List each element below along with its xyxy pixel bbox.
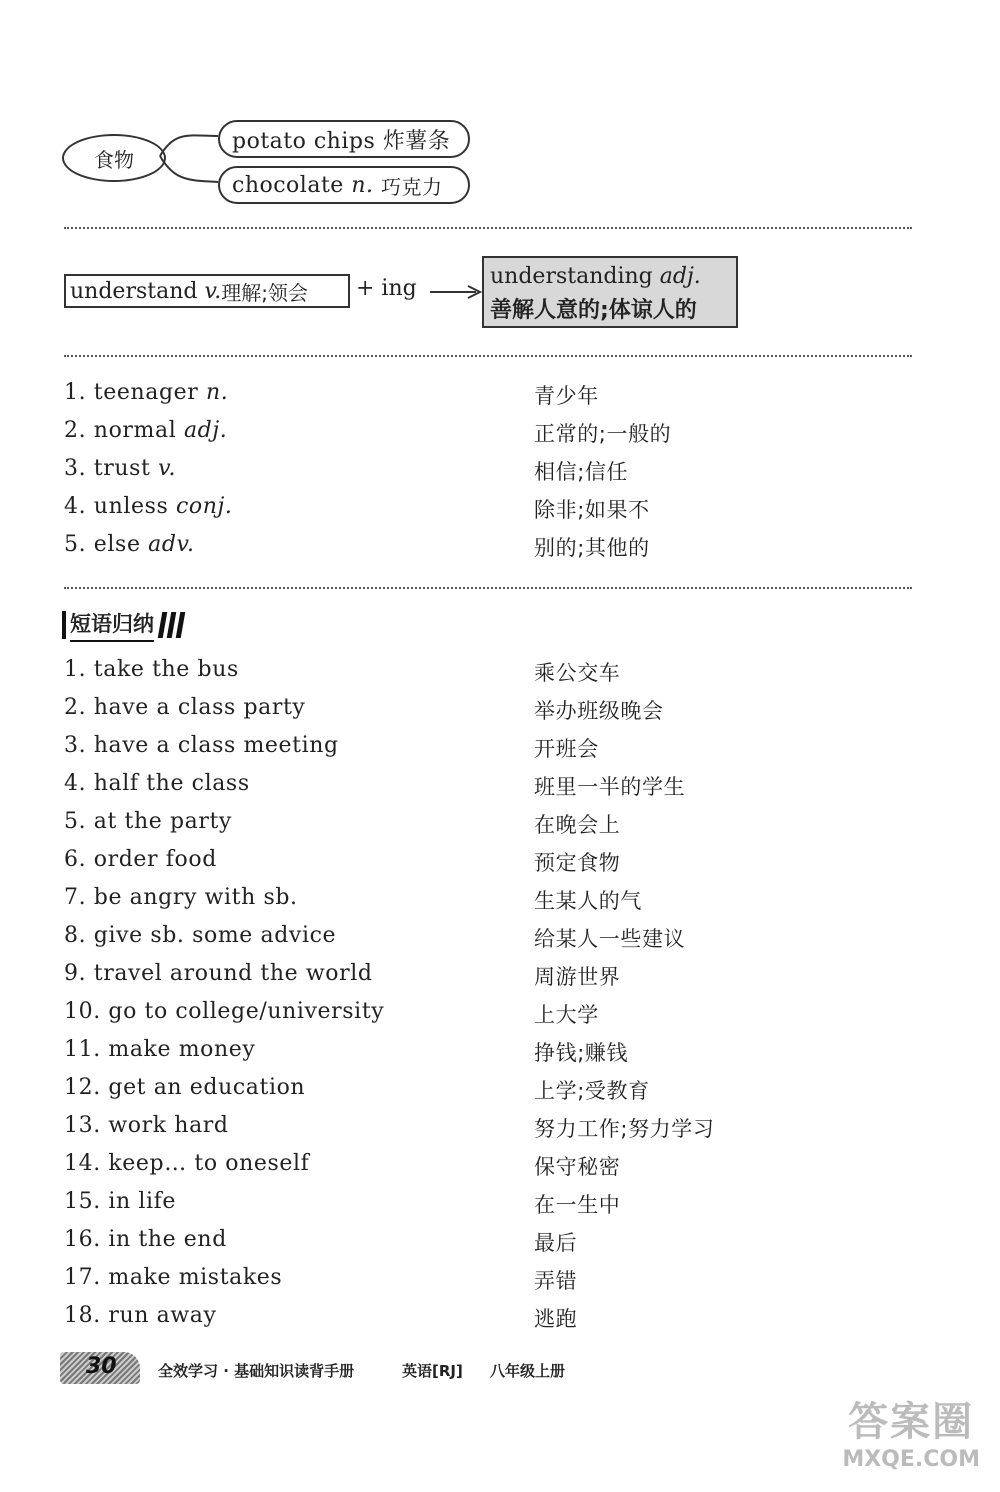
- phrase-item: [64, 961, 864, 999]
- phrase-en: 12. get an education: [64, 1075, 306, 1100]
- vocab-meaning: 正常的;一般的: [534, 422, 672, 446]
- branch-chocolate-word: chocolate: [232, 172, 344, 198]
- vocab-meaning: 别的;其他的: [534, 536, 650, 560]
- vocab-pos: adj.: [183, 418, 228, 443]
- vocab-pos: adv.: [148, 532, 195, 557]
- phrase-item: [64, 847, 864, 885]
- vocab-word: teenager: [93, 380, 199, 405]
- footer-grade: 八年级上册: [490, 1362, 566, 1380]
- phrase-zh: 预定食物: [534, 851, 621, 875]
- phrase-en: 4. half the class: [64, 771, 250, 796]
- base-cn: 理解;领会: [221, 280, 309, 305]
- phrase-zh: 最后: [534, 1231, 578, 1255]
- derived-pos: adj.: [659, 264, 701, 289]
- phrase-en: 18. run away: [64, 1303, 217, 1328]
- mind-map-branch-chocolate: [218, 166, 470, 204]
- title-bar-icon: [62, 611, 66, 639]
- branch-chocolate-cn: 巧克力: [381, 174, 443, 199]
- footer-subject: 英语[RJ]: [402, 1362, 463, 1380]
- derived-word-box: [482, 256, 738, 328]
- phrase-item: [64, 1037, 864, 1075]
- phrase-zh: 开班会: [534, 737, 599, 761]
- vocab-pos: v.: [158, 456, 177, 481]
- phrase-zh: 保守秘密: [534, 1155, 621, 1179]
- phrase-en: 15. in life: [64, 1189, 177, 1214]
- vocab-item: [64, 418, 864, 456]
- vocab-num: 5.: [64, 532, 87, 557]
- watermark: [842, 1390, 980, 1472]
- phrase-item: [64, 999, 864, 1037]
- phrase-item: [64, 1113, 864, 1151]
- vocab-num: 4.: [64, 494, 87, 519]
- vocab-item: [64, 494, 864, 532]
- mind-map-branch-potato-chips: potato chips 炸薯条: [218, 120, 470, 158]
- vocab-item: [64, 456, 864, 494]
- phrase-item: [64, 657, 864, 695]
- arrow-right-icon: [428, 282, 484, 302]
- base-pos: v.: [204, 278, 222, 304]
- section-title-phrases: [62, 608, 187, 642]
- vocab-word: unless: [93, 494, 169, 519]
- phrase-en: 8. give sb. some advice: [64, 923, 337, 948]
- divider: [64, 227, 912, 229]
- phrase-zh: 挣钱;赚钱: [534, 1041, 629, 1065]
- phrase-en: 5. at the party: [64, 809, 232, 834]
- phrase-item: [64, 1151, 864, 1189]
- phrase-zh: 周游世界: [534, 965, 621, 989]
- phrase-zh: 在一生中: [534, 1193, 621, 1217]
- phrase-zh: 努力工作;努力学习: [534, 1117, 715, 1141]
- phrase-zh: 给某人一些建议: [534, 927, 686, 951]
- vocab-num: 1.: [64, 380, 87, 405]
- phrase-zh: 上大学: [534, 1003, 599, 1027]
- phrase-item: [64, 809, 864, 847]
- derived-word: understanding: [490, 264, 653, 289]
- phrase-en: 13. work hard: [64, 1113, 229, 1138]
- phrase-en: 17. make mistakes: [64, 1265, 283, 1290]
- phrase-item: [64, 1227, 864, 1265]
- phrase-zh: 举办班级晚会: [534, 699, 664, 723]
- phrase-item: [64, 885, 864, 923]
- phrase-en: 10. go to college/university: [64, 999, 385, 1024]
- section-title-text: 短语归纳: [70, 608, 154, 642]
- vocab-pos: n.: [205, 380, 229, 405]
- footer-book-title: 全效学习 · 基础知识读背手册: [158, 1362, 355, 1380]
- base-word: understand: [70, 278, 198, 304]
- phrase-item: [64, 1189, 864, 1227]
- branch-chocolate-pos: n.: [351, 172, 374, 198]
- page-number-badge: [60, 1352, 140, 1384]
- watermark-line1: 答案圈: [848, 1399, 975, 1445]
- phrase-zh: 上学;受教育: [534, 1079, 650, 1103]
- title-stripes-icon: [160, 612, 187, 638]
- phrase-en: 9. travel around the world: [64, 961, 373, 986]
- vocab-num: 2.: [64, 418, 87, 443]
- page-number: 30: [86, 1354, 117, 1379]
- phrase-item: [64, 733, 864, 771]
- phrase-en: 6. order food: [64, 847, 217, 872]
- watermark-line2: MXQE.COM: [842, 1447, 980, 1472]
- phrase-en: 3. have a class meeting: [64, 733, 339, 758]
- vocab-word: else: [93, 532, 141, 557]
- vocab-item: [64, 380, 864, 418]
- phrase-zh: 逃跑: [534, 1307, 578, 1331]
- phrase-en: 1. take the bus: [64, 657, 239, 682]
- vocab-word: normal: [93, 418, 177, 443]
- vocab-pos: conj.: [175, 494, 233, 519]
- phrase-item: [64, 1075, 864, 1113]
- vocab-meaning: 除非;如果不: [534, 498, 650, 522]
- phrase-zh: 生某人的气: [534, 889, 642, 913]
- phrase-item: [64, 1303, 864, 1341]
- phrase-zh: 班里一半的学生: [534, 775, 686, 799]
- phrase-item: [64, 923, 864, 961]
- mind-map-center: 食物: [62, 134, 166, 182]
- phrase-zh: 弄错: [534, 1269, 578, 1293]
- vocab-meaning: 相信;信任: [534, 460, 629, 484]
- divider: [64, 587, 912, 589]
- base-word-box: [64, 274, 350, 308]
- phrase-zh: 乘公交车: [534, 661, 621, 685]
- vocab-meaning: 青少年: [534, 384, 599, 408]
- phrase-item: [64, 1265, 864, 1303]
- phrase-en: 2. have a class party: [64, 695, 306, 720]
- phrase-item: [64, 771, 864, 809]
- phrase-zh: 在晚会上: [534, 813, 621, 837]
- phrase-en: 16. in the end: [64, 1227, 227, 1252]
- phrase-en: 11. make money: [64, 1037, 256, 1062]
- phrase-en: 7. be angry with sb.: [64, 885, 298, 910]
- phrase-en: 14. keep… to oneself: [64, 1151, 310, 1176]
- phrase-item: [64, 695, 864, 733]
- divider: [64, 355, 912, 357]
- vocab-item: [64, 532, 864, 570]
- page-footer: [60, 1352, 660, 1388]
- suffix-operator: + ing: [356, 276, 417, 301]
- vocab-word: trust: [93, 456, 151, 481]
- vocab-num: 3.: [64, 456, 87, 481]
- derived-cn: 善解人意的;体谅人的: [490, 298, 697, 323]
